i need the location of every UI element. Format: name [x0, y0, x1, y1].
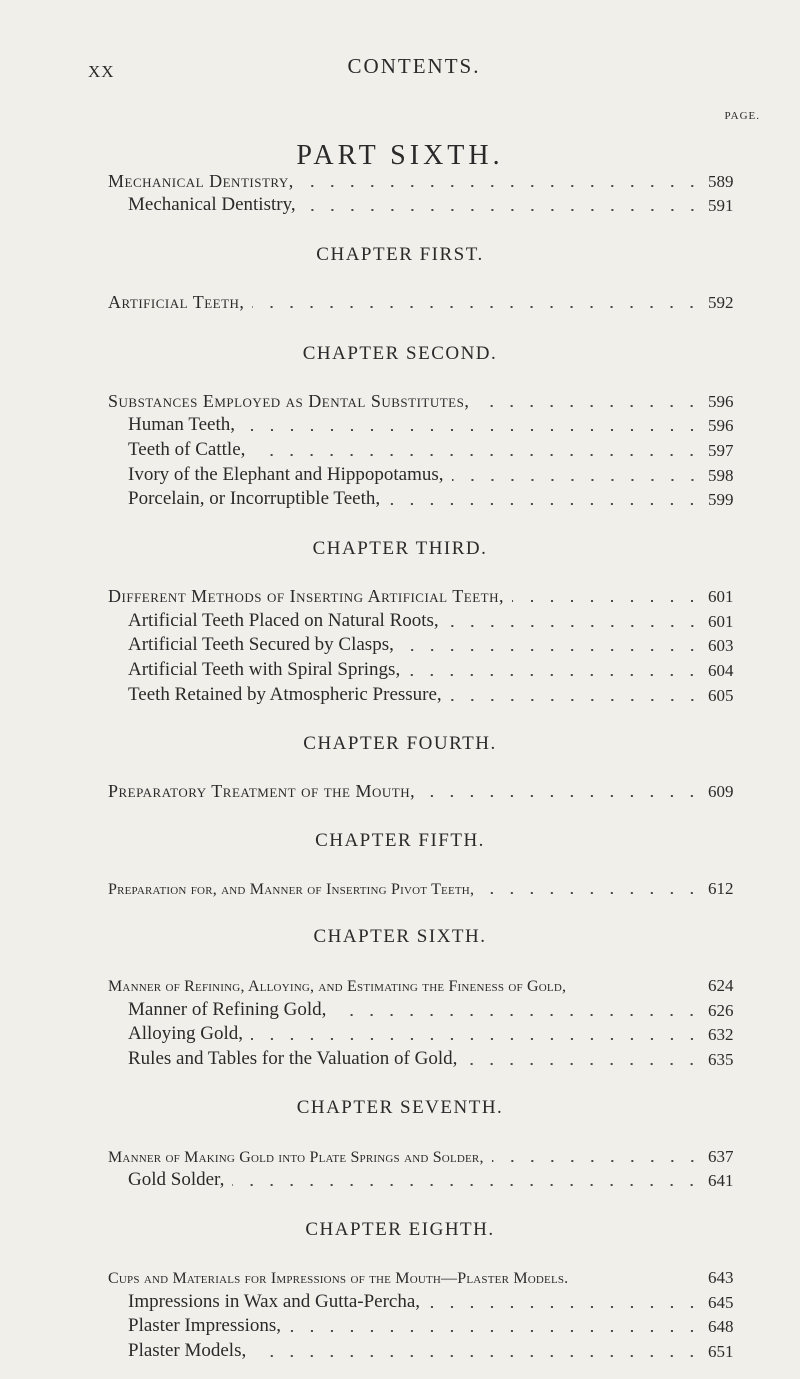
dot-leader: [289, 1330, 702, 1332]
toc-entry[interactable]: [108, 778, 734, 802]
toc-entry-page: 604: [708, 661, 734, 680]
toc-entry-title: Porcelain, or Incorruptible Teeth,: [128, 488, 381, 509]
toc-entry-page: 596: [708, 392, 734, 411]
toc-entry-title: Plaster Impressions,: [128, 1315, 282, 1336]
toc-entry-title: Gold Solder,: [128, 1169, 225, 1190]
toc-entry[interactable]: [128, 657, 734, 681]
toc-entry[interactable]: [128, 632, 734, 656]
page-column-label: PAGE.: [724, 110, 760, 122]
toc-entry-page: 632: [708, 1025, 734, 1044]
chapter-heading: CHAPTER FIFTH.: [315, 830, 485, 851]
toc-entry-title: Artificial Teeth,: [108, 292, 245, 312]
toc-entry-page: 603: [708, 636, 734, 655]
toc-entry-title: Manner of Making Gold into Plate Springs and Solder,: [108, 1149, 484, 1166]
toc-entry[interactable]: [108, 168, 734, 192]
dot-leader: [452, 479, 702, 481]
toc-entry-title: Artificial Teeth Secured by Clasps,: [128, 634, 394, 655]
toc-entry-page: 599: [708, 490, 734, 509]
toc-entry-page: 612: [708, 879, 734, 898]
folio: XX: [88, 62, 115, 81]
toc-entry-page: 624: [708, 976, 734, 995]
dot-leader: [447, 625, 702, 627]
toc-entry[interactable]: [128, 608, 734, 632]
toc-entry[interactable]: [128, 486, 734, 510]
toc-entry-page: 643: [708, 1268, 734, 1287]
dot-leader: [428, 1306, 702, 1308]
toc-entry-title: Mechanical Dentistry,: [108, 171, 294, 191]
dot-leader: [574, 989, 702, 991]
dot-leader: [304, 209, 702, 211]
dot-leader: [402, 649, 702, 651]
toc-entry[interactable]: [108, 1264, 734, 1288]
toc-entry-title: Teeth of Cattle,: [128, 439, 246, 460]
dot-leader: [334, 1014, 702, 1016]
dot-leader: [450, 699, 702, 701]
dot-leader: [576, 1281, 702, 1283]
dot-leader: [251, 1038, 702, 1040]
toc-entry-page: 626: [708, 1001, 734, 1020]
toc-entry-title: Ivory of the Elephant and Hippopotamus,: [128, 464, 444, 485]
part-title: PART SIXTH.: [296, 140, 504, 171]
toc-entry[interactable]: [128, 437, 734, 461]
chapter-heading: CHAPTER EIGHTH.: [305, 1219, 495, 1240]
toc-entry-page: 605: [708, 686, 734, 705]
toc-entry-page: 637: [708, 1147, 734, 1166]
toc-entry[interactable]: [128, 1046, 734, 1070]
chapter-heading: CHAPTER SIXTH.: [313, 926, 487, 947]
running-title: CONTENTS.: [347, 54, 481, 78]
toc-entry-title: Mechanical Dentistry,: [128, 194, 296, 215]
dot-leader: [254, 1355, 702, 1357]
toc-entry-page: 641: [708, 1171, 734, 1190]
toc-entry-title: Cups and Materials for Impressions of the Mouth—Plaster Models.: [108, 1270, 569, 1287]
toc-entry-title: Teeth Retained by Atmospheric Pressure,: [128, 684, 442, 705]
dot-leader: [477, 405, 702, 407]
toc-entry[interactable]: [128, 682, 734, 706]
toc-entry-title: Different Methods of Inserting Artificial Teeth,: [108, 586, 504, 606]
chapter-heading: CHAPTER FIRST.: [316, 244, 484, 265]
toc-entry-page: 645: [708, 1293, 734, 1312]
chapter-heading: CHAPTER SEVENTH.: [296, 1097, 504, 1118]
toc-entry-title: Substances Employed as Dental Substitutes,: [108, 391, 470, 411]
toc-entry[interactable]: [128, 1338, 734, 1362]
toc-entry[interactable]: [128, 462, 734, 486]
toc-entry[interactable]: [128, 1313, 734, 1337]
toc-entry-page: 648: [708, 1317, 734, 1336]
toc-entry-title: Preparation for, and Manner of Inserting Pivot Teeth,: [108, 881, 475, 898]
dot-leader: [482, 892, 702, 894]
dot-leader: [302, 185, 702, 187]
toc-entry-page: 651: [708, 1342, 734, 1361]
toc-entry-page: 597: [708, 441, 734, 460]
toc-entry[interactable]: [128, 997, 734, 1021]
toc-entry[interactable]: [108, 583, 734, 607]
toc-entry[interactable]: [128, 1167, 734, 1191]
toc-entry-page: 591: [708, 196, 734, 215]
toc-entry-page: 601: [708, 587, 734, 606]
dot-leader: [512, 600, 702, 602]
toc-entry-page: 598: [708, 466, 734, 485]
dot-leader: [492, 1160, 702, 1162]
dot-leader: [243, 429, 702, 431]
dot-leader: [253, 454, 702, 456]
dot-leader: [423, 795, 702, 797]
toc-entry-page: 635: [708, 1050, 734, 1069]
toc-entry-title: Human Teeth,: [128, 414, 236, 435]
toc-entry-title: Rules and Tables for the Valuation of Gold,: [128, 1048, 458, 1069]
toc-entry[interactable]: [128, 412, 734, 436]
toc-entry-page: 589: [708, 172, 734, 191]
toc-entry-page: 592: [708, 293, 734, 312]
dot-leader: [465, 1063, 702, 1065]
dot-leader: [388, 503, 702, 505]
toc-entry[interactable]: [108, 388, 734, 412]
dot-leader: [252, 306, 702, 308]
toc-entry-title: Alloying Gold,: [128, 1023, 244, 1044]
toc-entry-title: Plaster Models,: [128, 1340, 247, 1361]
chapter-heading: CHAPTER THIRD.: [312, 538, 488, 559]
dot-leader: [408, 674, 702, 676]
toc-entry[interactable]: [128, 1289, 734, 1313]
toc-entry-page: 609: [708, 782, 734, 801]
toc-entry-title: Impressions in Wax and Gutta-Percha,: [128, 1291, 421, 1312]
toc-entry[interactable]: [108, 289, 734, 313]
toc-entry[interactable]: [128, 1021, 734, 1045]
toc-entry[interactable]: [108, 875, 734, 899]
toc-entry[interactable]: [108, 1143, 734, 1167]
toc-entry-title: Preparatory Treatment of the Mouth,: [108, 781, 416, 801]
toc-entry-title: Manner of Refining Gold,: [128, 999, 327, 1020]
toc-entry-page: 596: [708, 416, 734, 435]
toc-entry-page: 601: [708, 612, 734, 631]
toc-entry-title: Manner of Refining, Alloying, and Estimating the Fineness of Gold,: [108, 978, 567, 995]
toc-entry[interactable]: [128, 192, 734, 216]
toc-entry[interactable]: [108, 972, 734, 996]
toc-entry-title: Artificial Teeth with Spiral Springs,: [128, 659, 401, 680]
toc-entry-title: Artificial Teeth Placed on Natural Roots,: [128, 610, 439, 631]
chapter-heading: CHAPTER SECOND.: [302, 343, 498, 364]
chapter-heading: CHAPTER FOURTH.: [303, 733, 497, 754]
dot-leader: [232, 1184, 702, 1186]
